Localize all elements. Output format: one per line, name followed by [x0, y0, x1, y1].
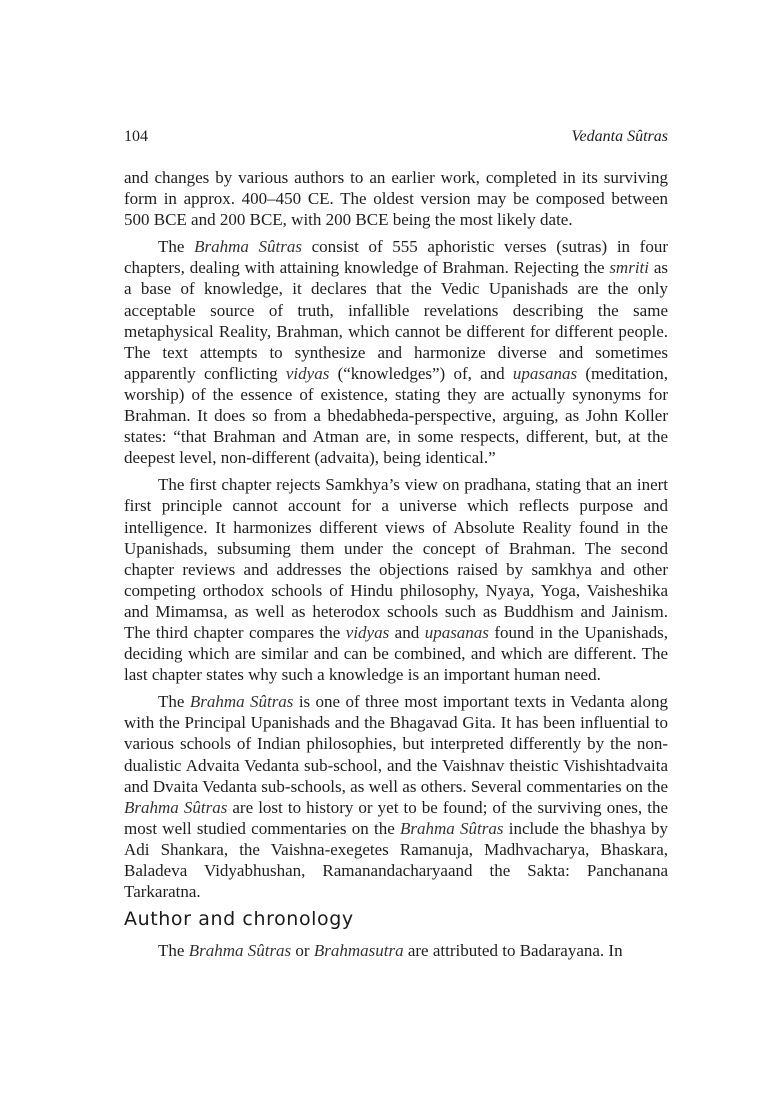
- p2-italic-vidyas: vidyas: [285, 363, 330, 383]
- paragraph-4: [124, 691, 668, 902]
- p2-italic-smriti: smriti: [609, 258, 649, 278]
- p3-italic-upasanas: upasanas: [424, 622, 489, 642]
- p5-italic-brahmasutra: Brahmasutra: [313, 941, 404, 961]
- section-heading: Author and chronology: [124, 908, 354, 931]
- p4-text-7: include the bhashya by Adi Shankara, the Vaishna-exegetes Ramanuja, Madhvacharya, Bhaskara, Baladeva Vidyabhushan, Ramanandacharyaand the Sakta: Panchanana Tarkaratna.: [124, 818, 669, 902]
- p2-italic-upasanas: upasanas: [512, 363, 578, 383]
- p4-italic-brahma-sutras-3: Brahma Sûtras: [400, 818, 504, 838]
- p4-text-3: is one of three most important texts in Vedanta along with the Principal Upanishads and the Bhagavad Gita. It has been influential to various schools of Indian philosophies, but interpreted differently by the non-dualistic Advaita Vedanta sub-school, and the Vaishnav theistic Vishishtadvaita and Dvaita Vedanta sub-schools, as well as others. Several commentaries on the: [124, 692, 668, 796]
- p5-text-3: or: [291, 941, 314, 961]
- p4-italic-brahma-sutras-1: Brahma Sûtras: [189, 692, 294, 712]
- p3-text-3: and: [389, 622, 425, 642]
- p3-italic-vidyas: vidyas: [345, 622, 390, 642]
- paragraph-5: [124, 940, 668, 961]
- p3-text-1: The first chapter rejects Samkhya’s view on pradhana, stating that an inert first principle cannot account for a universe which reflects purpose and intelligence. It harmonizes different views of Absolute Reality found in the Upanishads, subsuming them under the concept of Brahman. The second chapter reviews and addresses the objections raised by samkhya and other competing orthodox schools of Hindu philosophy, Nyaya, Yoga, Vaisheshika and Mimamsa, as well as heterodox schools such as Buddhism and Jainism. The third chapter compares the: [124, 475, 668, 642]
- page-number: 104: [124, 128, 148, 145]
- paragraph-2: [124, 236, 668, 468]
- paragraph-3: [124, 474, 668, 685]
- p3-text-5: found in the Upanishads, deciding which are similar and can be combined, and which are different. The last chapter states why such a knowledge is an important human need.: [124, 622, 668, 685]
- body-text: [124, 167, 668, 967]
- p2-text-1: The: [158, 237, 195, 257]
- p2-text-5: as a base of knowledge, it declares that the Vedic Upanishads are the only acceptable source of truth, infallible revelations describing the same metaphysical Reality, Brahman, which cannot be different for different people. The text attempts to synthesize and harmonize diverse and sometimes apparently conflicting: [124, 258, 668, 383]
- paragraph-1: [124, 167, 668, 230]
- p2-text-3: consist of 555 aphoristic verses (sutras) in four chapters, dealing with attaining knowledge of Brahman. Rejecting the: [124, 237, 668, 278]
- p4-text-5: are lost to history or yet to be found; of the surviving ones, the most well studied commentaries on the: [124, 797, 668, 838]
- p5-text-5: are attributed to Badarayana. In: [403, 941, 623, 961]
- paragraph-1-text: and changes by various authors to an earlier work, completed in its surviving form in approx. 400–450 CE. The oldest version may be composed between 500 BCE and 200 BCE, with 200 BCE being the most likely date.: [124, 168, 668, 230]
- p2-text-7: (“knowledges”) of, and: [329, 363, 513, 383]
- p5-italic-brahma-sutras: Brahma Sûtras: [188, 941, 292, 961]
- p4-text-1: The: [158, 692, 190, 712]
- p4-italic-brahma-sutras-2: Brahma Sûtras: [124, 797, 228, 817]
- p5-text-1: The: [158, 941, 189, 961]
- running-title: Vedanta Sûtras: [571, 128, 668, 145]
- running-head: [124, 128, 668, 152]
- p2-text-9: (meditation, worship) of the essence of existence, stating they are actually synonyms for Brahman. It does so from a bhedabheda-perspective, arguing, as John Koller states: “that Brahman and Atman are, in some respects, different, but, at the deepest level, non-different (advaita), being identical.”: [124, 363, 669, 468]
- p2-italic-brahma-sutras: Brahma Sûtras: [194, 237, 302, 257]
